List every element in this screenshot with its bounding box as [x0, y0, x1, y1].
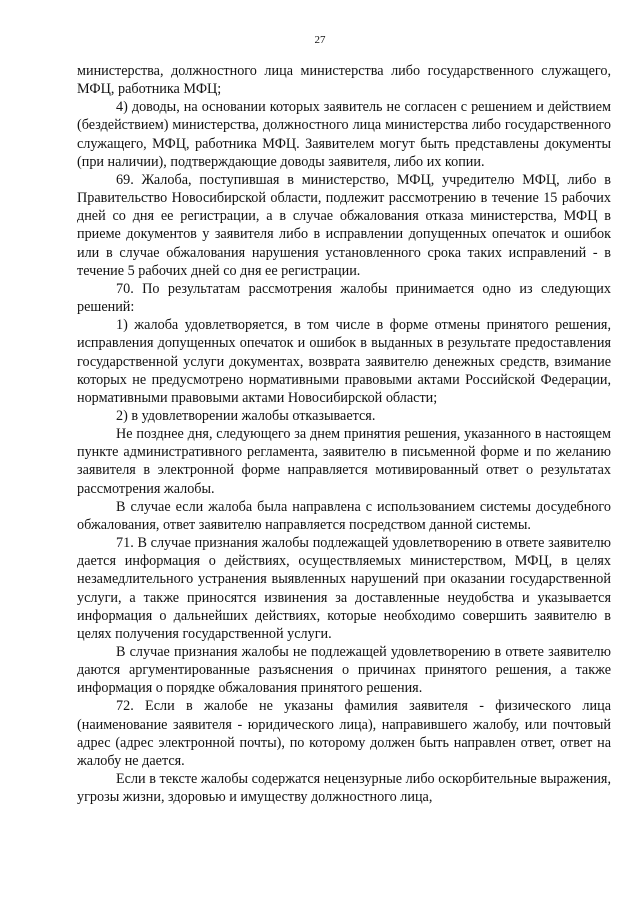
paragraph: Если в тексте жалобы содержатся нецензурные либо оскорбительные выражения, угрозы жизни, здоровью и имуществу должностного лица,	[77, 771, 611, 806]
paragraph: 2) в удовлетворении жалобы отказывается.	[116, 407, 376, 424]
page-number: 27	[314, 34, 326, 46]
paragraph: 72. Если в жалобе не указаны фамилия заявителя - физического лица (наименование заявителя - юридического лица), направившего жалобу, или почтовый адрес (адрес электронной почты), по которому должен быть направлен ответ, ответ на жалобу не дается.	[77, 698, 611, 769]
paragraph: министерства, должностного лица министерства либо государственного служащего, МФЦ, работника МФЦ;	[77, 63, 611, 98]
paragraph: В случае если жалоба была направлена с использованием системы досудебного обжалования, ответ заявителю направляется посредством данной системы.	[77, 498, 611, 533]
paragraph: 71. В случае признания жалобы подлежащей удовлетворению в ответе заявителю дается информация о действиях, осуществляемых министерством, МФЦ, в целях незамедлительного устранения выявленных нарушений при оказании государственной услуги, а также приносятся извинения за доставленные неудобства и указывается информация о дальнейших действиях, которые необходимо совершить заявителю в целях получения государственной услуги.	[77, 535, 611, 642]
paragraph: 69. Жалоба, поступившая в министерство, МФЦ, учредителю МФЦ, либо в Правительство Новосибирской области, подлежит рассмотрению в течение 15 рабочих дней со дня ее регистрации, а в случае обжалования отказа министерства, МФЦ в приеме документов у заявителя либо в исправлении допущенных опечаток и ошибок или в случае обжалования нарушения установленного срока таких исправлений - в течение 5 рабочих дней со дня ее регистрации.	[77, 171, 611, 279]
paragraph: Не позднее дня, следующего за днем принятия решения, указанного в настоящем пункте административного регламента, заявителю в письменной форме и по желанию заявителя в электронной форме направляется мотивированный ответ о результатах рассмотрения жалобы.	[77, 426, 611, 497]
paragraph: 70. По результатам рассмотрения жалобы принимается одно из следующих решений:	[77, 280, 611, 316]
paragraph: 1) жалоба удовлетворяется, в том числе в форме отмены принятого решения, исправления допущенных опечаток и ошибок в выданных в результате предоставления государственной услуги документах, возврата заявителю денежных средств, взимание которых не предусмотрено нормативными правовыми актами Российской Федерации, нормативными правовыми актами Новосибирской области;	[77, 317, 611, 406]
document-body	[77, 62, 611, 806]
paragraph: 4) доводы, на основании которых заявитель не согласен с решением и действием (бездействием) министерства, должностного лица министерства либо государственного служащего, МФЦ, работника МФЦ. Заявителем могут быть представлены документы (при наличии), подтверждающие доводы заявителя, либо их копии.	[77, 99, 611, 170]
paragraph: В случае признания жалобы не подлежащей удовлетворению в ответе заявителю даются аргументированные разъяснения о причинах принятого решения, а также информация о порядке обжалования принятого решения.	[77, 644, 611, 697]
